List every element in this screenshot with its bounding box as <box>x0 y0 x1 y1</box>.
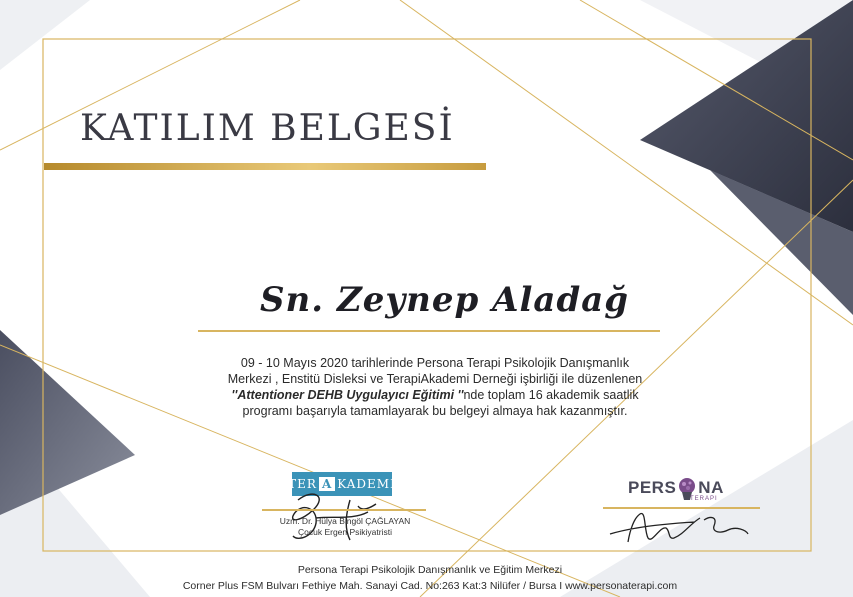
body-line-3 <box>188 387 682 403</box>
right-signature-line <box>603 507 760 509</box>
body-line-4: programı başarıyla tamamlayarak bu belgeyi almaya hak kazanmıştır. <box>242 404 628 418</box>
title-underline <box>44 163 486 170</box>
terakademi-logo-right: KADEMI <box>337 477 396 491</box>
training-name: ''Attentioner DEHB Uygulayıcı Eğitimi '' <box>231 388 464 402</box>
body-line-3-rest: nde toplam 16 akademik saatlik <box>463 388 639 402</box>
terakademi-logo-mid: A <box>319 477 335 491</box>
persona-logo-subtitle: TERAPI <box>690 496 718 502</box>
footer-org: Persona Terapi Psikolojik Danışmanlık ve Eğitim Merkezi <box>297 564 563 576</box>
footer-address: Corner Plus FSM Bulvarı Fethiye Mah. Sanayi Cad. No:263 Kat:3 Nilüfer / Bursa I www.personaterapi.com <box>182 580 678 592</box>
certificate-body <box>188 355 682 422</box>
persona-head-icon <box>676 476 698 492</box>
persona-logo-left: PERS <box>628 478 677 497</box>
dark-triangle-left <box>0 330 135 515</box>
terakademi-logo-left: TER <box>288 477 317 491</box>
certificate-title: KATILIM BELGESİ <box>80 108 455 149</box>
corner-shape-top-left <box>0 0 90 70</box>
persona-logo <box>628 478 724 498</box>
signer-role: Çocuk Ergen Psikiyatristi <box>297 527 392 537</box>
recipient-underline <box>198 330 660 332</box>
body-line-1: 09 - 10 Mayıs 2020 tarihlerinde Persona Terapi Psikolojik Danışmanlık <box>240 356 630 370</box>
persona-logo-right: NA <box>698 478 724 497</box>
signer-block <box>255 516 435 538</box>
recipient-name: Sn. Zeynep Aladağ <box>260 280 630 320</box>
footer <box>150 562 710 594</box>
left-signature-line <box>262 509 426 511</box>
signer-name: Uzm. Dr. Hülya Bingöl ÇAĞLAYAN <box>279 516 411 526</box>
body-line-2: Merkezi , Enstitü Disleksi ve TerapiAkademi Derneği işbirliği ile düzenlenen <box>227 372 643 386</box>
